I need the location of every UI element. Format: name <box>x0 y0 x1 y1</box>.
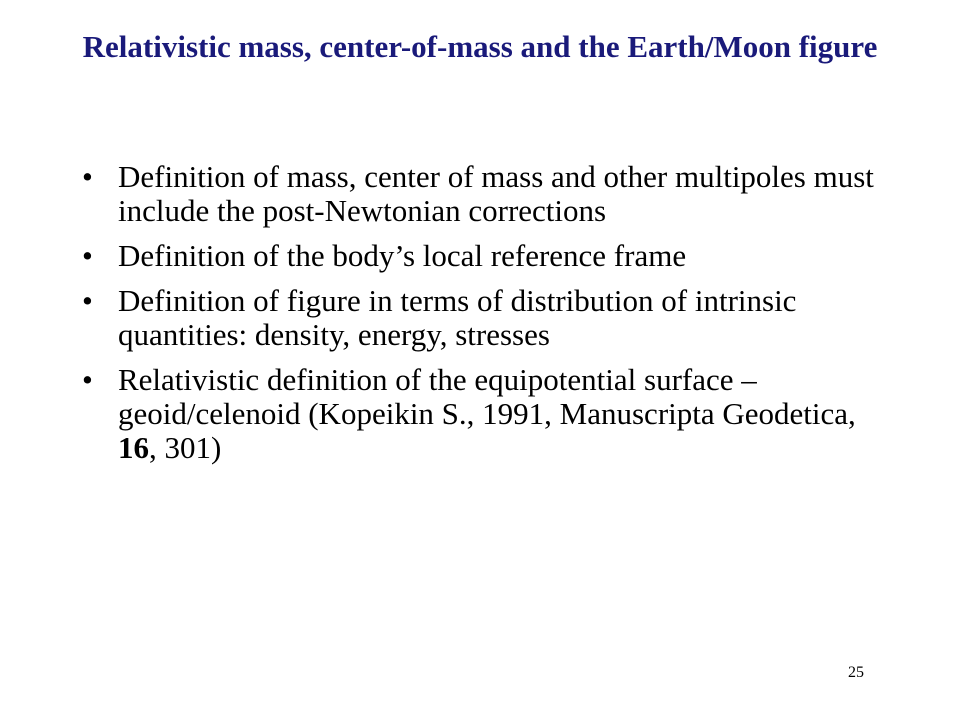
bullet-icon: • <box>82 283 93 318</box>
bullet-item <box>82 160 902 228</box>
page-number: 25 <box>848 664 864 681</box>
bullet-list <box>82 160 902 476</box>
bullet-text <box>118 362 856 465</box>
bullet-text: Definition of figure in terms of distribution of intrinsic quantities: density, energy, stresses <box>118 283 797 352</box>
citation-text: Relativistic definition of the equipotential surface – geoid/celenoid (Kopeikin S., 1991, Manuscripta Geodetica, <box>118 362 856 431</box>
bullet-icon: • <box>82 238 93 273</box>
bullet-icon: • <box>82 159 93 194</box>
bullet-text: Definition of mass, center of mass and other multipoles must include the post-Newtonian corrections <box>118 159 874 228</box>
bullet-text: Definition of the body’s local reference frame <box>118 238 687 273</box>
citation-volume: 16 <box>118 430 149 465</box>
bullet-item <box>82 239 902 273</box>
slide-title: Relativistic mass, center-of-mass and the Earth/Moon figure <box>82 29 878 64</box>
bullet-icon: • <box>82 362 93 397</box>
citation-pages: , 301) <box>149 430 222 465</box>
bullet-item <box>82 363 902 465</box>
bullet-item <box>82 284 902 352</box>
